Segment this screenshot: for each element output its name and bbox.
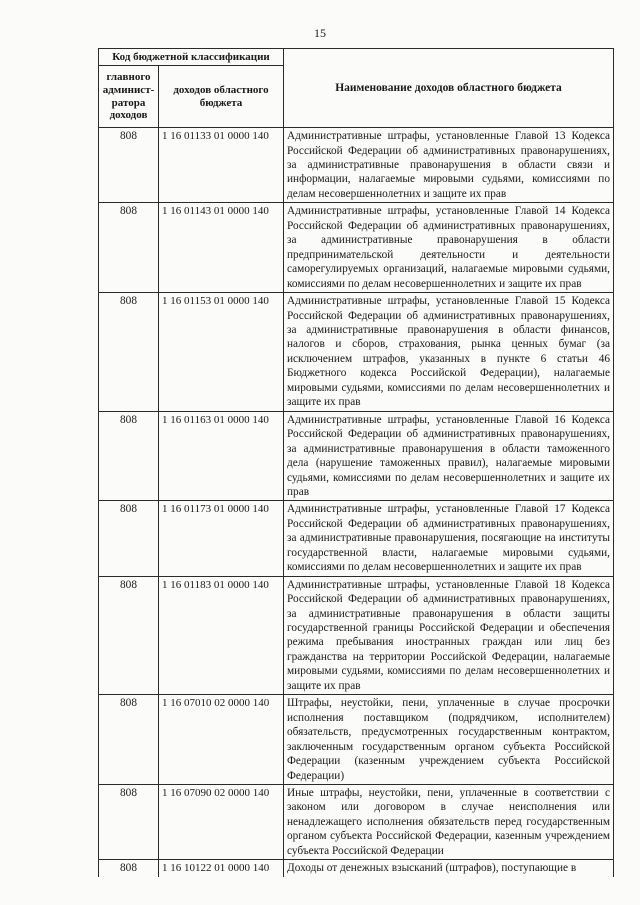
income-name-cell: Административные штрафы, установленные Главой 14 Кодекса Российской Федерации об административных правонарушениях, за административные правонарушения в области предпринимательской деятельности и деятельности саморегулируемых организаций, налагаемые мировыми судьями, комиссиями по делам несовершеннолетних и защите их прав [284, 203, 614, 293]
income-code-cell: 1 16 01163 01 0000 140 [159, 411, 284, 501]
table-row [99, 501, 614, 576]
income-code-cell: 1 16 07010 02 0000 140 [159, 695, 284, 785]
income-name-cell: Административные штрафы, установленные Главой 17 Кодекса Российской Федерации об административных правонарушениях, за административные правонарушения, посягающие на институты государственной власти, налагаемые мировыми судьями, комиссиями по делам несовершеннолетних и защите их прав [284, 501, 614, 576]
admin-code-cell: 808 [99, 785, 159, 860]
income-code-cell: 1 16 01183 01 0000 140 [159, 576, 284, 695]
income-name-cell: Доходы от денежных взысканий (штрафов), поступающие в [284, 860, 614, 877]
table-row [99, 785, 614, 860]
page-number: 15 [314, 26, 326, 40]
table-row [99, 411, 614, 501]
table-row [99, 128, 614, 203]
document-sheet [98, 48, 613, 877]
admin-code-cell: 808 [99, 128, 159, 203]
table-body [99, 128, 614, 877]
header-regional-income: доходов областного бюджета [159, 66, 284, 128]
income-code-cell: 1 16 01173 01 0000 140 [159, 501, 284, 576]
income-code-cell: 1 16 01133 01 0000 140 [159, 128, 284, 203]
table-row [99, 203, 614, 293]
table-row [99, 695, 614, 785]
table-row [99, 860, 614, 877]
admin-code-cell: 808 [99, 411, 159, 501]
header-classification-code: Код бюджетной классификации [99, 49, 284, 66]
income-name-cell: Административные штрафы, установленные Главой 18 Кодекса Российской Федерации об административных правонарушениях, за административные правонарушения в области защиты государственной границы Российской Федерации и обеспечения режима пребывания иностранных граждан или лиц без гражданства на территории Российской Федерации, налагаемые мировыми судьями, комиссиями по делам несовершеннолетних и защите их прав [284, 576, 614, 695]
admin-code-cell: 808 [99, 293, 159, 412]
admin-code-cell: 808 [99, 203, 159, 293]
income-name-cell: Штрафы, неустойки, пени, уплаченные в случае просрочки исполнения поставщиком (подрядчиком, исполнителем) обязательств, предусмотренных государственным контрактом, заключенным государственным органом субъекта Российской Федерации (казенным учреждением субъекта Российской Федерации) [284, 695, 614, 785]
admin-code-cell: 808 [99, 860, 159, 877]
income-name-cell: Административные штрафы, установленные Главой 15 Кодекса Российской Федерации об административных правонарушениях, за административные правонарушения в области финансов, налогов и сборов, страхования, рынка ценных бумаг (за исключением штрафов, указанных в пункте 6 статьи 46 Бюджетного кодекса Российской Федерации), налагаемые мировыми судьями, комиссиями по делам несовершеннолетних и защите их прав [284, 293, 614, 412]
header-chief-administrator: главного админист-ратора доходов [99, 66, 159, 128]
admin-code-cell: 808 [99, 501, 159, 576]
header-income-name: Наименование доходов областного бюджета [284, 49, 614, 128]
admin-code-cell: 808 [99, 576, 159, 695]
admin-code-cell: 808 [99, 695, 159, 785]
income-name-cell: Административные штрафы, установленные Главой 16 Кодекса Российской Федерации об административных правонарушениях, за административные правонарушения в области таможенного дела (нарушение таможенных правил), налагаемые мировыми судьями, комиссиями по делам несовершеннолетних и защите их прав [284, 411, 614, 501]
budget-classification-table [98, 48, 614, 877]
income-name-cell: Административные штрафы, установленные Главой 13 Кодекса Российской Федерации об административных правонарушениях, за административные правонарушения в области связи и информации, налагаемые мировыми судьями, комиссиями по делам несовершеннолетних и защите их прав [284, 128, 614, 203]
income-code-cell: 1 16 01143 01 0000 140 [159, 203, 284, 293]
income-code-cell: 1 16 10122 01 0000 140 [159, 860, 284, 877]
income-code-cell: 1 16 01153 01 0000 140 [159, 293, 284, 412]
table-row [99, 293, 614, 412]
income-code-cell: 1 16 07090 02 0000 140 [159, 785, 284, 860]
income-name-cell: Иные штрафы, неустойки, пени, уплаченные в соответствии с законом или договором в случае неисполнения или ненадлежащего исполнения обязательств перед государственным органом субъекта Российской Федерации, казенным учреждением субъекта Российской Федерации [284, 785, 614, 860]
table-row [99, 576, 614, 695]
